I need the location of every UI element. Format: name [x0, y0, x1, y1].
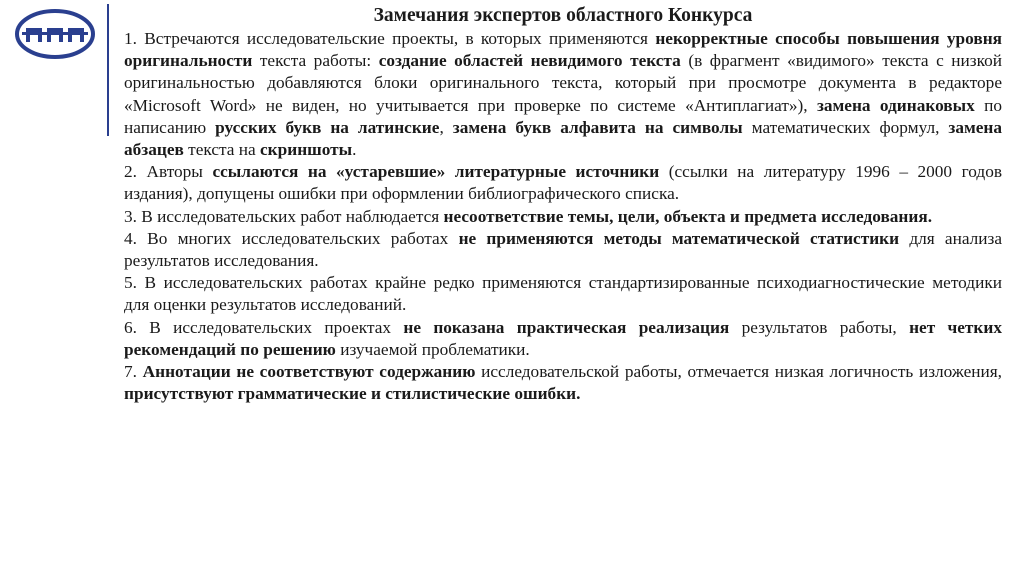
remark-emphasis: присутствуют грамматические и стилистические ошибки. — [124, 384, 581, 404]
remark-text: текста работы: — [252, 51, 379, 71]
remark-text: 4. Во многих исследовательских работах — [124, 228, 459, 248]
remark-text: 3. В исследовательских работ наблюдается — [124, 206, 444, 226]
remark-emphasis: русских букв на латинские — [215, 117, 440, 137]
remark-emphasis: создание областей невидимого текста — [378, 51, 681, 71]
remark-text: текста на — [183, 140, 260, 160]
remark-text: 2. Авторы — [124, 162, 213, 182]
remark-text: по написанию — [124, 95, 1002, 137]
remark-text: (в фрагмент «видимого» текста с низкой оригинальностью добавляются блоки оригинального текста, который при просмотре документа в редакторе «Microsoft Word» не виден, но учитывается при проверке по системе «Антиплагиат»), — [124, 51, 1003, 115]
remark-item-1 — [124, 28, 1002, 161]
remark-text: . — [352, 140, 357, 160]
remark-text: исследовательской работы, отмечается низкая логичность изложения, — [475, 362, 1003, 382]
remark-item-3 — [124, 206, 1002, 228]
header-divider-line — [107, 4, 109, 136]
remark-item-4 — [124, 228, 1002, 272]
remarks-list — [124, 28, 1002, 405]
remark-emphasis: несоответствие темы, цели, объекта и предмета исследования. — [443, 206, 933, 226]
remark-text: (ссылки на литературу 1996 – 2000 годов издания), допущены ошибки при оформлении библиографического списка. — [124, 162, 1002, 204]
logo-icon — [14, 8, 96, 60]
remark-item-2 — [124, 161, 1002, 205]
remark-text: 1. Встречаются исследовательские проекты, в которых применяются — [124, 29, 656, 48]
remark-text: результатов работы, — [729, 317, 910, 337]
remark-text: изучаемой проблематики. — [335, 339, 530, 359]
remark-emphasis: замена абзацев — [124, 117, 1003, 160]
remark-text: математических формул, — [742, 117, 949, 137]
remark-text: 7. — [124, 362, 143, 382]
remark-text: 5. В исследовательских работах крайне редко применяются стандартизированные психодиагностические методики для оценки результатов исследований. — [124, 273, 1002, 315]
remark-emphasis: замена одинаковых — [816, 95, 975, 115]
remark-item-5 — [124, 272, 1002, 316]
remark-emphasis: Аннотации не соответствуют содержанию — [142, 362, 476, 382]
remark-text: для анализа результатов исследования. — [124, 228, 1003, 271]
remark-emphasis: замена букв алфавита на символы — [452, 117, 743, 137]
remark-emphasis: не применяются методы математической статистики — [458, 228, 900, 248]
remark-text: , — [439, 117, 453, 137]
remark-emphasis: скриншоты — [260, 140, 353, 160]
page-title: Замечания экспертов областного Конкурса — [373, 5, 753, 26]
remark-emphasis: некорректные способы повышения уровня оригинальности — [124, 29, 1002, 71]
remark-emphasis: ссылаются на «устаревшие» литературные источники — [212, 162, 660, 182]
remark-item-7 — [124, 361, 1002, 405]
remark-emphasis: не показана практическая реализация — [403, 317, 730, 337]
remark-emphasis: нет четких рекомендаций по решению — [124, 317, 1002, 359]
remark-text: 6. В исследовательских проектах — [124, 317, 404, 337]
remark-item-6 — [124, 317, 1002, 361]
